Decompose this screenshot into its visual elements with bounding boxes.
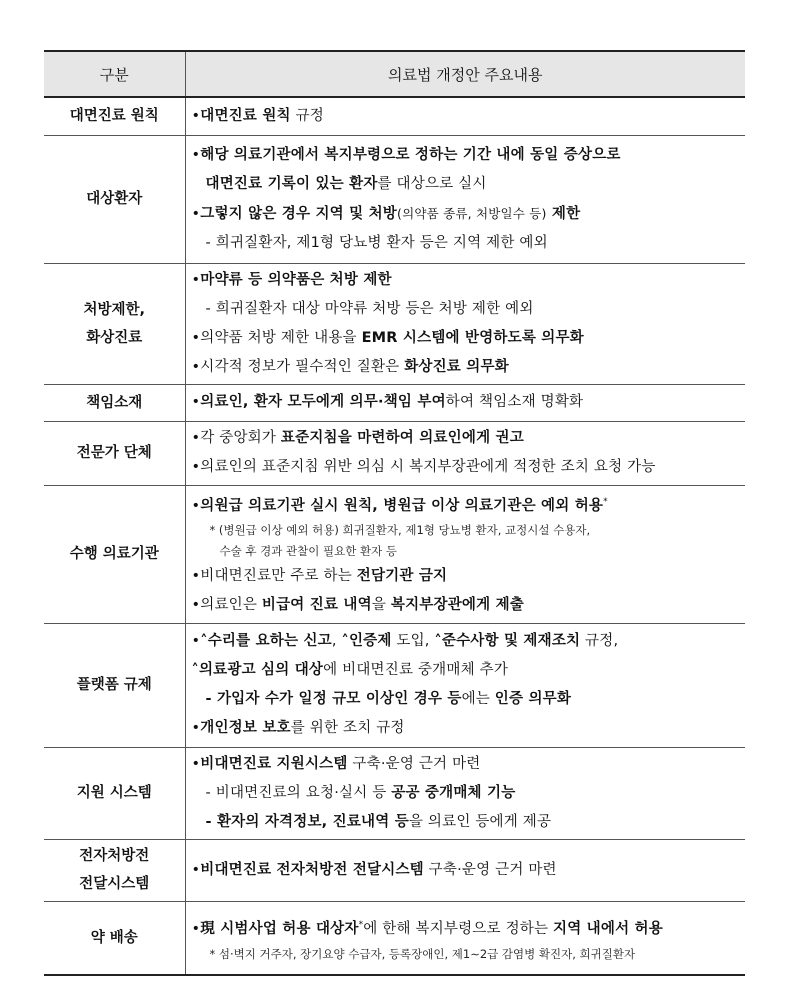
- row-category: 전문가 단체: [44, 421, 185, 485]
- row-content: [185, 839, 745, 901]
- footnote-line: * (병원급 이상 예외 허용) 희귀질환자, 제1형 당뇨병 환자, 교정시설 수용자,: [209, 523, 591, 538]
- row-category: 전자처방전 전달시스템: [44, 839, 185, 901]
- table-row: [44, 384, 745, 421]
- content-line: - 환자의 자격정보, 진료내역 등을 의료인 등에게 제공: [205, 813, 552, 830]
- content-line: - 비대면진료의 요청·실시 등 공공 중개매체 기능: [205, 784, 516, 801]
- row-category: 플랫폼 규제: [44, 623, 185, 747]
- row-content: [185, 263, 745, 384]
- content-line: - 희귀질환자 대상 마약류 처방 등은 처방 제한 예외: [205, 300, 534, 317]
- row-content: [185, 97, 745, 135]
- row-content: [185, 135, 745, 263]
- table-row: [44, 485, 745, 623]
- content-line: •마약류 등 의약품은 처방 제한: [191, 271, 392, 288]
- footnote-line: 수술 후 경과 관찰이 필요한 환자 등: [219, 544, 397, 559]
- header-category: 구분: [44, 51, 185, 97]
- content-line: •비대면진료 지원시스템 구축·운영 근거 마련: [191, 755, 481, 772]
- row-content: [185, 747, 745, 839]
- row-content: [185, 421, 745, 485]
- table-row: [44, 97, 745, 135]
- content-line: - 가입자 수가 일정 규모 이상인 경우 등에는 인증 의무화: [205, 691, 572, 707]
- row-category: 대상환자: [44, 135, 185, 263]
- header-row: [44, 51, 745, 97]
- policy-table: [44, 50, 745, 976]
- row-category: 지원 시스템: [44, 747, 185, 839]
- table-row: [44, 421, 745, 485]
- content-line: •대면진료 원칙 규정: [191, 107, 324, 124]
- content-line: •비대면진료 전자처방전 전달시스템 구축·운영 근거 마련: [191, 861, 557, 878]
- row-content: [185, 623, 745, 747]
- table-row: [44, 623, 745, 747]
- table-row: [44, 839, 745, 901]
- table-row: [44, 901, 745, 975]
- row-category: 책임소재: [44, 384, 185, 421]
- content-line: - 희귀질환자, 제1형 당뇨병 환자 등은 지역 제한 예외: [205, 234, 548, 251]
- content-line: •의료인은 비급여 진료 내역을 복지부장관에게 제출: [191, 597, 524, 614]
- content-line: •의료인, 환자 모두에게 의무·책임 부여하여 책임소재 명확화: [191, 394, 584, 410]
- content-line: •시각적 정보가 필수적인 질환은 화상진료 의무화: [191, 358, 509, 375]
- content-line: •비대면진료만 주로 하는 전담기관 금지: [191, 568, 448, 585]
- row-category: 대면진료 원칙: [44, 97, 185, 135]
- row-content: [185, 901, 745, 975]
- row-category: 수행 의료기관: [44, 485, 185, 623]
- row-content: [185, 384, 745, 421]
- content-line: •의약품 처방 제한 내용을 EMR 시스템에 반영하도록 의무화: [191, 329, 584, 346]
- content-line: •現 시범사업 허용 대상자*에 한해 복지부령으로 정하는 지역 내에서 허용: [191, 919, 663, 937]
- content-line: 대면진료 기록이 있는 환자를 대상으로 실시: [205, 175, 487, 192]
- row-content: [185, 485, 745, 623]
- table-row: [44, 747, 745, 839]
- content-line: •해당 의료기관에서 복지부령으로 정하는 기간 내에 동일 증상으로: [191, 146, 621, 163]
- content-line: ˄의료광고 심의 대상에 비대면진료 중개매체 추가: [191, 662, 509, 678]
- content-line: •각 중앙회가 표준지침을 마련하여 의료인에게 권고: [191, 430, 524, 446]
- footnote-line: * 섬·벽지 거주자, 장기요양 수급자, 등록장애인, 제1∼2급 감염병 확진자, 희귀질환자: [209, 946, 636, 961]
- content-line: •개인정보 보호를 위한 조치 규정: [191, 720, 405, 736]
- content-line: •그렇지 않은 경우 지역 및 처방(의약품 종류, 처방일수 등) 제한: [191, 205, 581, 222]
- content-line: •의료인의 표준지침 위반 의심 시 복지부장관에게 적정한 조치 요청 가능: [191, 459, 656, 475]
- row-category: 약 배송: [44, 901, 185, 975]
- header-content: 의료법 개정안 주요내용: [185, 51, 745, 97]
- content-line: •˄수리를 요하는 신고, ˄인증제 도입, ˄준수사항 및 제재조치 규정,: [191, 633, 619, 649]
- table-row: [44, 263, 745, 384]
- content-line: •의원급 의료기관 실시 원칙, 병원급 이상 의료기관은 예외 허용*: [191, 496, 608, 514]
- row-category: 처방제한, 화상진료: [44, 263, 185, 384]
- table-row: [44, 135, 745, 263]
